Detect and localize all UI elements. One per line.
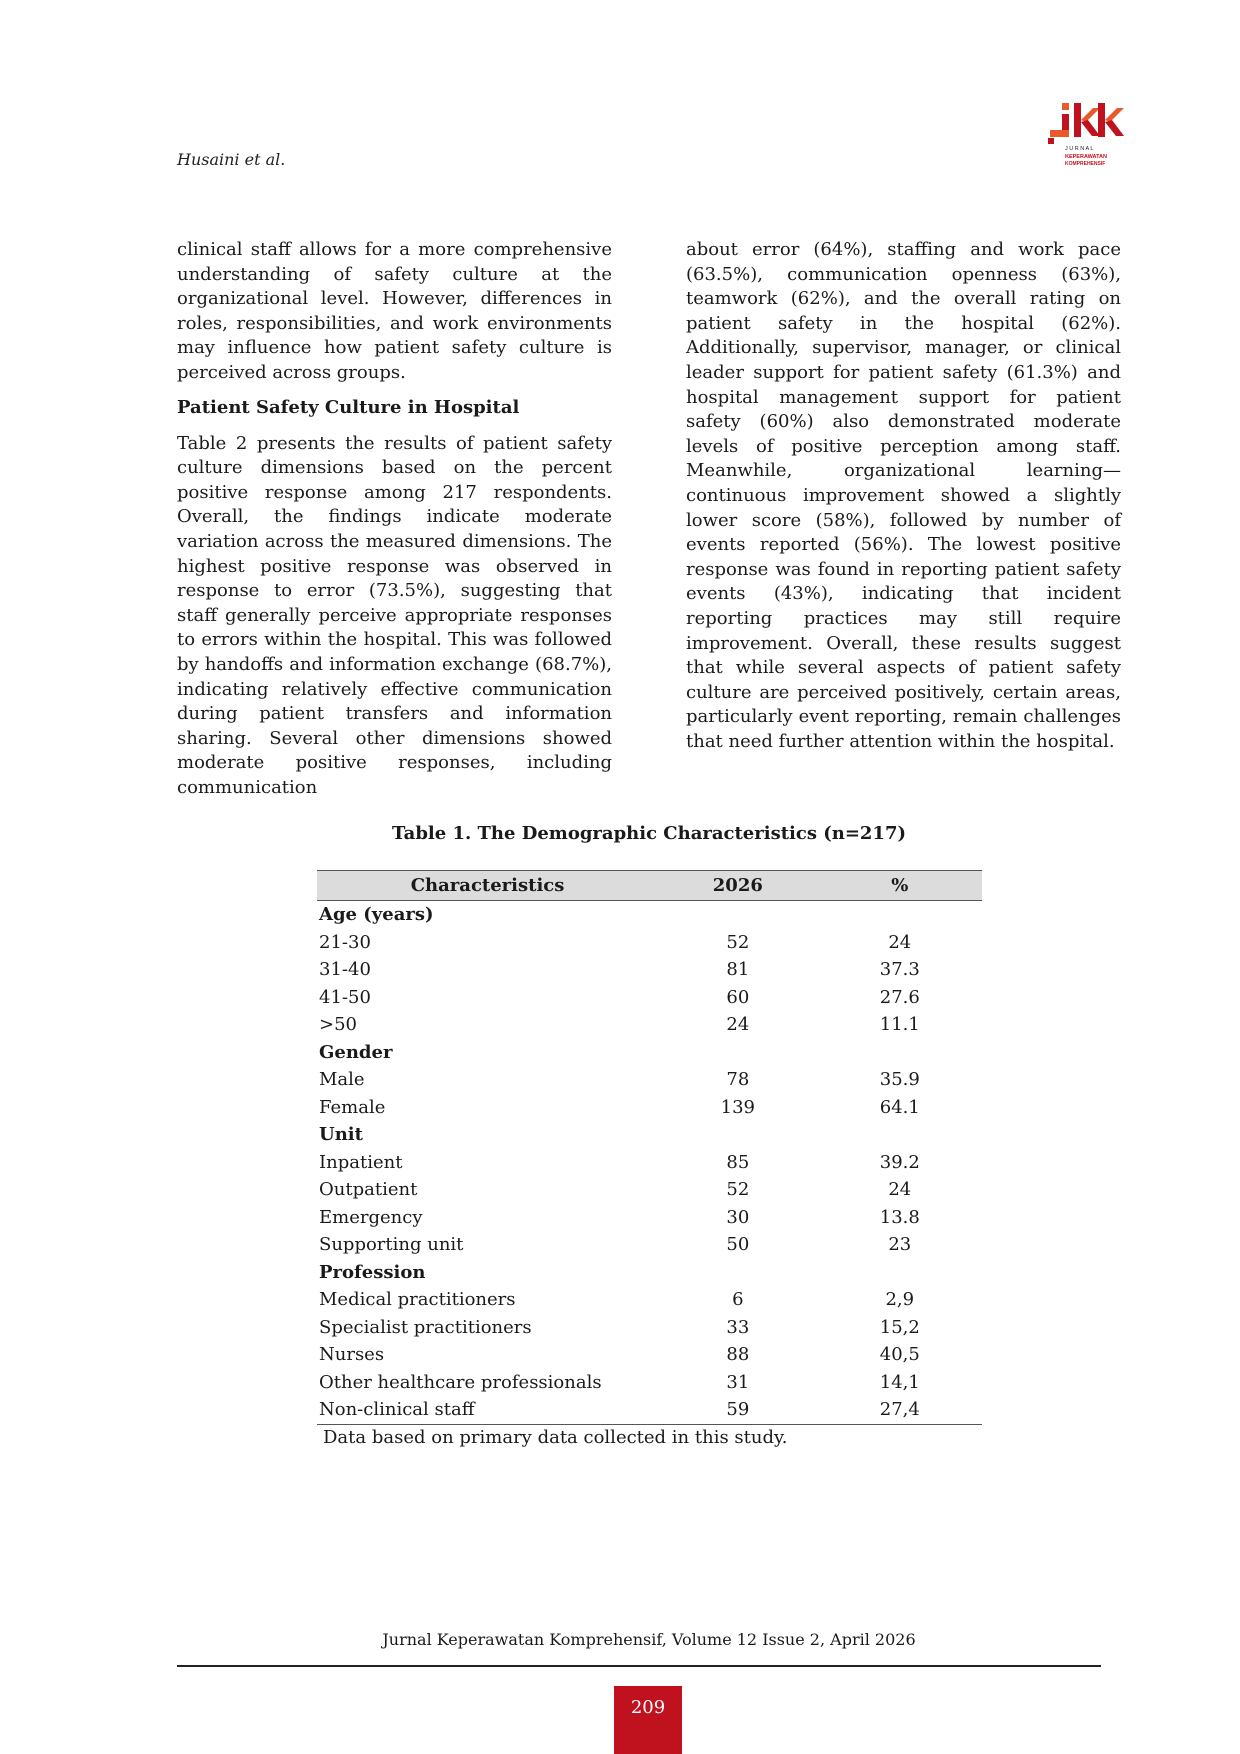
paragraph: about error (64%), staffing and work pace (63.5%), communication openness (63%), teamwork (62%), and the overall rating on patient safety in the hospital (62%). Additionally, supervisor, manager, or clinical leader support for patient safety (61.3%) and hospital management support for patient safety (60%) also demonstrated moderate levels of positive perception among staff. Meanwhile, organizational learning—continuous improvement showed a slightly lower score (58%), followed by number of events reported (56%). The lowest positive response was found in reporting patient safety events (43%), indicating that incident reporting practices may still require improvement. Overall, these results suggest that while several aspects of patient safety culture are perceived positively, certain areas, particularly event reporting, remain challenges that need further attention within the hospital. [686,239,1121,752]
table-group-row [317,1039,982,1067]
table-row [317,1341,982,1369]
row-count: 139 [720,1096,756,1118]
row-count: 78 [726,1069,750,1091]
table-row [317,1066,982,1094]
row-percent [818,1121,982,1149]
logo-text-komprehensif: KOMPREHENSIF [1065,161,1106,167]
logo-text-jurnal: J U R N A L [1065,146,1094,152]
row-percent: 24 [888,931,912,953]
row-label: Supporting unit [319,1234,464,1256]
paragraph: Table 2 presents the results of patient safety culture dimensions based on the percent positive response among 217 respondents. Overall, the findings indicate moderate variation across the measured dimensions. The highest positive response was observed in response to error (73.5%), suggesting that staff generally perceive appropriate responses to errors within the hospital. This was followed by handoffs and information exchange (68.7%), indicating relatively effective communication during patient transfers and information sharing. Several other dimensions showed moderate positive responses, including communication [177,432,612,798]
table-row [317,1286,982,1314]
row-count: 60 [726,986,750,1008]
row-percent: 14,1 [879,1371,920,1393]
row-count: 81 [726,959,750,981]
table-note: Data based on primary data collected in this study. [323,1427,788,1448]
table-group-row [317,1259,982,1287]
table-header-row [317,871,982,901]
table-row [317,929,982,957]
row-percent [818,1259,982,1287]
row-label: 21-30 [319,931,371,953]
row-label: Outpatient [319,1179,418,1201]
footer-journal: Jurnal Keperawatan Komprehensif, Volume 12 Issue 2, April 2026 [382,1630,916,1649]
row-percent: 23 [888,1234,912,1256]
row-label: 31-40 [319,959,371,981]
row-percent: 15,2 [879,1316,920,1338]
row-label: Non-clinical staff [317,1396,658,1424]
row-label: Specialist practitioners [319,1316,532,1338]
column-header: % [818,871,982,901]
row-label: Female [319,1096,386,1118]
row-percent: 40,5 [879,1344,920,1366]
table-row [317,1149,982,1177]
running-head: Husaini et al. [177,150,286,169]
table-row [317,1314,982,1342]
left-column [177,238,612,800]
table-row [317,1011,982,1039]
row-count [658,1259,817,1287]
row-percent: 27,4 [818,1396,982,1424]
row-percent: 11.1 [879,1014,920,1036]
row-percent: 64.1 [879,1096,920,1118]
demographics-table [317,870,982,1425]
row-count: 6 [732,1289,744,1311]
row-percent [818,901,982,929]
row-count: 24 [726,1014,750,1036]
row-percent: 35.9 [879,1069,920,1091]
table-row [317,956,982,984]
journal-logo [1048,100,1128,176]
row-percent: 27.6 [879,986,920,1008]
row-label: Other healthcare professionals [319,1371,602,1393]
right-column [686,238,1121,754]
paragraph: clinical staff allows for a more comprehensive understanding of safety culture at the organizational level. However, differences in roles, responsibilities, and work environments may influence how patient safety culture is perceived across groups. [177,239,612,383]
row-label: >50 [319,1014,357,1036]
row-label: Gender [319,1041,393,1063]
row-percent: 37.3 [879,959,920,981]
table-row [317,984,982,1012]
row-percent: 2,9 [885,1289,915,1311]
row-label: Profession [319,1261,426,1283]
table-row [317,1204,982,1232]
row-label: 41-50 [319,986,371,1008]
row-count: 30 [726,1206,750,1228]
row-count: 33 [726,1316,750,1338]
column-header: 2026 [658,871,817,901]
column-header: Characteristics [317,871,658,901]
section-heading: Patient Safety Culture in Hospital [177,396,520,418]
table-row [317,1094,982,1122]
row-count [658,1039,817,1067]
row-label: Inpatient [319,1151,403,1173]
row-count: 52 [726,1179,750,1201]
table-group-row [317,1121,982,1149]
logo-text-keperawatan: KEPERAWATAN [1065,154,1107,160]
row-label: Age (years) [319,904,434,926]
table-group-row [317,901,982,929]
row-count [658,901,817,929]
row-count: 85 [726,1151,750,1173]
row-percent: 13.8 [879,1206,920,1228]
row-count: 31 [726,1371,750,1393]
row-percent: 24 [888,1179,912,1201]
row-count: 52 [726,931,750,953]
row-label: Emergency [319,1206,423,1228]
row-percent: 39.2 [879,1151,920,1173]
row-label: Male [319,1069,365,1091]
table-body [317,901,982,1425]
row-label: Medical practitioners [319,1289,516,1311]
table-row [317,1231,982,1259]
table-row [317,1176,982,1204]
page-number: 209 [614,1686,682,1754]
table-row [317,1369,982,1397]
row-count: 59 [658,1396,817,1424]
row-label: Unit [319,1124,363,1146]
table-caption: Table 1. The Demographic Characteristics (n=217) [391,823,906,844]
footer-rule [177,1665,1101,1667]
row-count: 88 [726,1344,750,1366]
table-row [317,1396,982,1424]
row-label: Nurses [319,1344,385,1366]
row-count [658,1121,817,1149]
row-count: 50 [726,1234,750,1256]
row-percent [818,1039,982,1067]
